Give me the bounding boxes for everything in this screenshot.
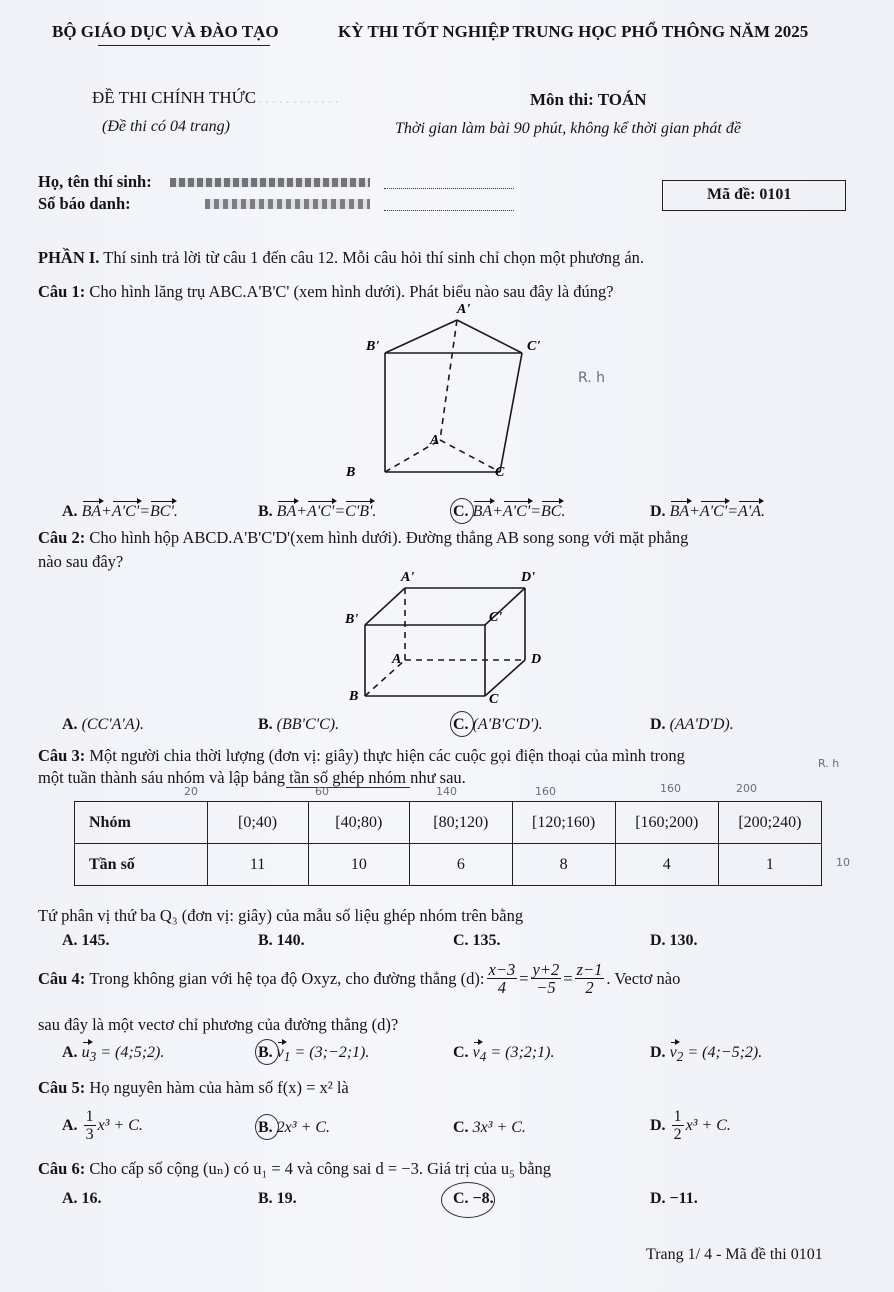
table-cell: [80;120) [410,802,512,844]
q5-option-c[interactable] [453,1119,526,1137]
vector-name: v [472,1044,480,1061]
q1-option-d[interactable]: D. BA+A'C'=A'A. [650,503,765,520]
fraction-z [575,961,605,996]
page-count: (Đề thi có 04 trang) [102,118,230,135]
table-cell: 11 [207,844,308,886]
q3-stem [38,746,685,766]
table-header-frequency: Tần số [75,844,208,886]
q1-option-a-key: A. [62,503,78,520]
q4-option-a-key: A. [62,1044,78,1061]
table-cell: [0;40) [207,802,308,844]
q5-option-c-expr: 3x³ + C. [472,1119,526,1136]
q2-box-figure [335,568,555,708]
fraction-denominator: 4 [497,978,506,997]
q4-option-a[interactable] [62,1044,164,1065]
vec-a1a: A'A [738,503,761,520]
fraction-denominator: −5 [536,978,556,997]
table-cell: [160;200) [615,802,718,844]
table-cell: [200;240) [718,802,821,844]
table-cell: [120;160) [512,802,615,844]
label-c1: C' [489,610,503,625]
vector-index: 1 [283,1049,291,1065]
table-cell: 4 [615,844,718,886]
q3-label: Câu 3: [38,746,86,765]
fraction-y [531,961,562,996]
q1-option-d-key: D. [650,503,666,520]
table-row-frequencies [75,844,822,886]
q4-stem-line2: sau đây là một vectơ chỉ phương của đường thẳng (d)? [38,1015,399,1034]
handwritten-note: 160 [535,785,556,798]
vec-bc1: BC' [150,503,174,520]
table-cell: 6 [410,844,512,886]
vec-a1c1: A'C' [699,503,728,520]
official-label: ĐỀ THI CHÍNH THỨC [92,88,257,107]
q2-option-a-text: (CC'A'A). [81,716,144,733]
q4-option-b-key: B. [258,1044,273,1061]
q2-stem-line2: nào sau đây? [38,552,124,571]
handwritten-underline [286,787,410,788]
label-a1: A' [401,570,415,585]
edge-cc1 [500,353,522,472]
q2-option-d[interactable] [650,716,734,734]
q6-stem [38,1159,551,1179]
label-d1: D' [521,570,535,585]
handwritten-note: 60 [315,785,329,798]
q2-option-b-text: (BB'C'C). [276,716,340,733]
handwritten-note: 20 [184,785,198,798]
handwritten-note: 200 [736,782,757,795]
q6-option-b[interactable]: B. 19. [258,1190,297,1207]
vector-name: v [669,1044,677,1061]
vec-c1b1: C'B' [345,503,373,520]
q5-option-d[interactable] [650,1108,731,1143]
handwritten-note: 10 [836,856,850,869]
label-a1: A' [457,302,471,317]
q5-label: Câu 5: [38,1078,86,1097]
q5-text: Họ nguyên hàm của hàm số f(x) = x² là [89,1078,349,1097]
table-header-group: Nhóm [75,802,208,844]
fraction-numerator: 1 [85,1108,94,1125]
label-b: B [346,465,356,480]
q2-option-b-key: B. [258,716,273,733]
q6-option-a[interactable]: A. 16. [62,1190,102,1207]
q5-option-b-key: B. [258,1119,273,1136]
q4-text-end: . Vectơ nào [606,968,681,988]
q3-option-b[interactable]: B. 140. [258,932,305,949]
fraction-x [487,961,518,996]
redacted-id [205,199,370,209]
label-b1: B' [345,612,359,627]
vec-bc: BC [541,503,562,520]
q5-option-c-key: C. [453,1119,469,1136]
label-c: C [495,465,505,480]
q1-label: Câu 1: [38,282,86,301]
q3-option-d[interactable]: D. 130. [650,932,698,949]
fraction-denominator: 3 [85,1126,94,1143]
q4-option-c-key: C. [453,1044,469,1061]
vector-index: 2 [676,1049,684,1065]
q4-option-d[interactable] [650,1044,762,1065]
edge-aa1 [440,320,457,440]
vec-a1c1: A'C' [307,503,335,520]
vec-ba: BA [276,503,297,520]
section-instruction: PHẦN I. Thí sinh trả lời từ câu 1 đến câu 12. Mỗi câu hỏi thí sinh chỉ chọn một phương án. [38,248,645,267]
fraction-denominator: 2 [585,978,594,997]
label-b1: B' [366,339,380,354]
table-cell: 1 [718,844,821,886]
q5-option-a-expr: x³ + C. [97,1116,143,1134]
q6-option-d[interactable]: D. −11. [650,1190,698,1207]
vec-a1c1: A'C' [111,503,140,520]
redacted-name [170,178,370,187]
fraction-one-half [672,1108,684,1143]
edge-b1a1 [365,588,405,625]
candidate-id-label: Số báo danh: [38,194,131,213]
q4-option-b[interactable] [258,1044,369,1065]
subject-label: Môn thi: TOÁN [530,90,647,109]
q1-option-b[interactable]: B. BA+A'C'=C'B'. [258,503,377,520]
q2-option-a-key: A. [62,716,78,733]
duration-label: Thời gian làm bài 90 phút, không kể thời gian phát đề [395,120,741,137]
q1-prism-figure [340,300,550,490]
q2-text: Cho hình hộp ABCD.A'B'C'D'(xem hình dưới). Đường thẳng AB song song với mặt phẳng [89,528,689,547]
vec-ba: BA [669,503,690,520]
vec-ba: BA [81,503,102,520]
fraction-numerator: 1 [673,1108,682,1125]
q2-option-b[interactable] [258,716,339,734]
table-cell: 10 [308,844,410,886]
q2-label: Câu 2: [38,528,86,547]
exam-title: KỲ THI TỐT NGHIỆP TRUNG HỌC PHỔ THÔNG NĂM 2025 [338,22,809,41]
name-dotted-line [384,188,514,189]
ministry-title: BỘ GIÁO DỤC VÀ ĐÀO TẠO [52,22,279,41]
label-c1: C' [527,339,541,354]
q2-option-c-key: C. [453,716,469,733]
handwritten-note: 140 [436,785,457,798]
handwritten-note: R. h [818,757,840,770]
q2-option-c-text: (A'B'C'D'). [472,716,543,733]
ministry-underline [98,45,270,46]
q5-option-b-expr: 2x³ + C. [276,1119,331,1136]
label-a: A [430,433,440,448]
q2-option-c[interactable] [453,716,543,734]
vector-index: 4 [479,1049,487,1065]
q5-stem [38,1078,349,1098]
vec-ba: BA [472,503,493,520]
exam-code: Mã đề: 0101 [707,186,792,203]
q3-stem-line2: một tuần thành sáu nhóm và lập bảng tần số ghép nhóm như sau. [38,768,466,787]
table-row-groups [75,802,822,844]
label-b: B [349,689,359,704]
page-footer: Trang 1/ 4 - Mã đề thi 0101 [646,1246,823,1263]
vector-value: = (4;−5;2). [687,1044,763,1061]
fraction-denominator: 2 [673,1126,682,1143]
vector-value: = (4;5;2). [100,1044,165,1061]
exam-code-box [662,180,846,211]
frequency-table [74,801,822,886]
q4-text: Trong không gian với hệ tọa độ Oxyz, cho đường thẳng (d): [89,968,485,988]
fraction-numerator: z−1 [576,960,603,979]
vector-value: = (3;−2;1). [294,1044,370,1061]
q6-option-c[interactable]: C. −8. [453,1190,494,1207]
q5-option-d-expr: x³ + C. [685,1116,731,1134]
id-dotted-line [384,210,514,211]
q6-label: Câu 6: [38,1159,86,1178]
vector-name: u [81,1044,90,1061]
q4-option-d-key: D. [650,1044,666,1061]
vec-a1c1: A'C' [502,503,531,520]
edge-a1c1 [457,320,522,353]
q5-option-b[interactable] [258,1119,330,1137]
label-d: D [531,652,542,667]
edge-b1a1 [385,320,457,353]
table-cell: 8 [512,844,615,886]
q5-option-d-key: D. [650,1116,666,1134]
fraction-numerator: y+2 [532,960,560,979]
q1-option-a[interactable]: A. BA+A'C'=BC'. [62,503,178,520]
q2-option-d-text: (AA'D'D). [669,716,734,733]
handwritten-note: R. h [578,370,606,386]
edge-ac [440,440,500,472]
edge-cd [485,660,525,696]
q2-option-d-key: D. [650,716,666,733]
q1-stem [38,282,614,302]
q1-option-b-key: B. [258,503,273,520]
q3-text: Một người chia thời lượng (đơn vị: giây) thực hiện các cuộc gọi điện thoại của mình trong [89,746,685,765]
vector-value: = (3;2;1). [490,1044,555,1061]
fraction-numerator: x−3 [488,960,516,979]
candidate-name-label: Họ, tên thí sinh: [38,172,152,191]
q1-text: Cho hình lăng trụ ABC.A'B'C' (xem hình dưới). Phát biểu nào sau đây là đúng? [89,282,614,301]
q6-text: Cho cấp số cộng (uₙ) có u₁ = 4 và công sai d = −3. Giá trị của u₅ bằng [89,1159,552,1178]
label-c: C [489,692,499,707]
q5-option-a[interactable] [62,1108,143,1143]
q4-option-c[interactable] [453,1044,554,1065]
fraction-one-third [84,1108,96,1143]
q4-stem: Câu 4: Trong không gian với hệ tọa độ Oxyz, cho đường thẳng (d): $\frac{x-3}{4}$ = $\frac{y+2}{-5}$ = $\frac{z-1}{2}$ . Vectơ nào [38,960,681,997]
q1-option-c-key: C. [453,503,469,520]
q4-label: Câu 4: [38,968,86,988]
handwritten-note: 160 [660,782,681,795]
q5-option-a-key: A. [62,1116,78,1134]
q2-stem [38,528,688,548]
q2-option-a[interactable] [62,716,144,734]
q3-option-c[interactable]: C. 135. [453,932,501,949]
q1-option-c[interactable]: C. BA+A'C'=BC. [453,503,566,520]
table-cell: [40;80) [308,802,410,844]
q3-question: Tứ phân vị thứ ba Q₃ (đơn vị: giây) của mẫu số liệu ghép nhóm trên bằng [38,906,524,925]
vector-name: v [276,1044,284,1061]
vector-index: 3 [89,1049,97,1065]
bleed-through-text: . . . . . . . . . . . . . . . . [230,92,339,107]
label-a: A [392,652,402,667]
q3-option-a[interactable]: A. 145. [62,932,110,949]
